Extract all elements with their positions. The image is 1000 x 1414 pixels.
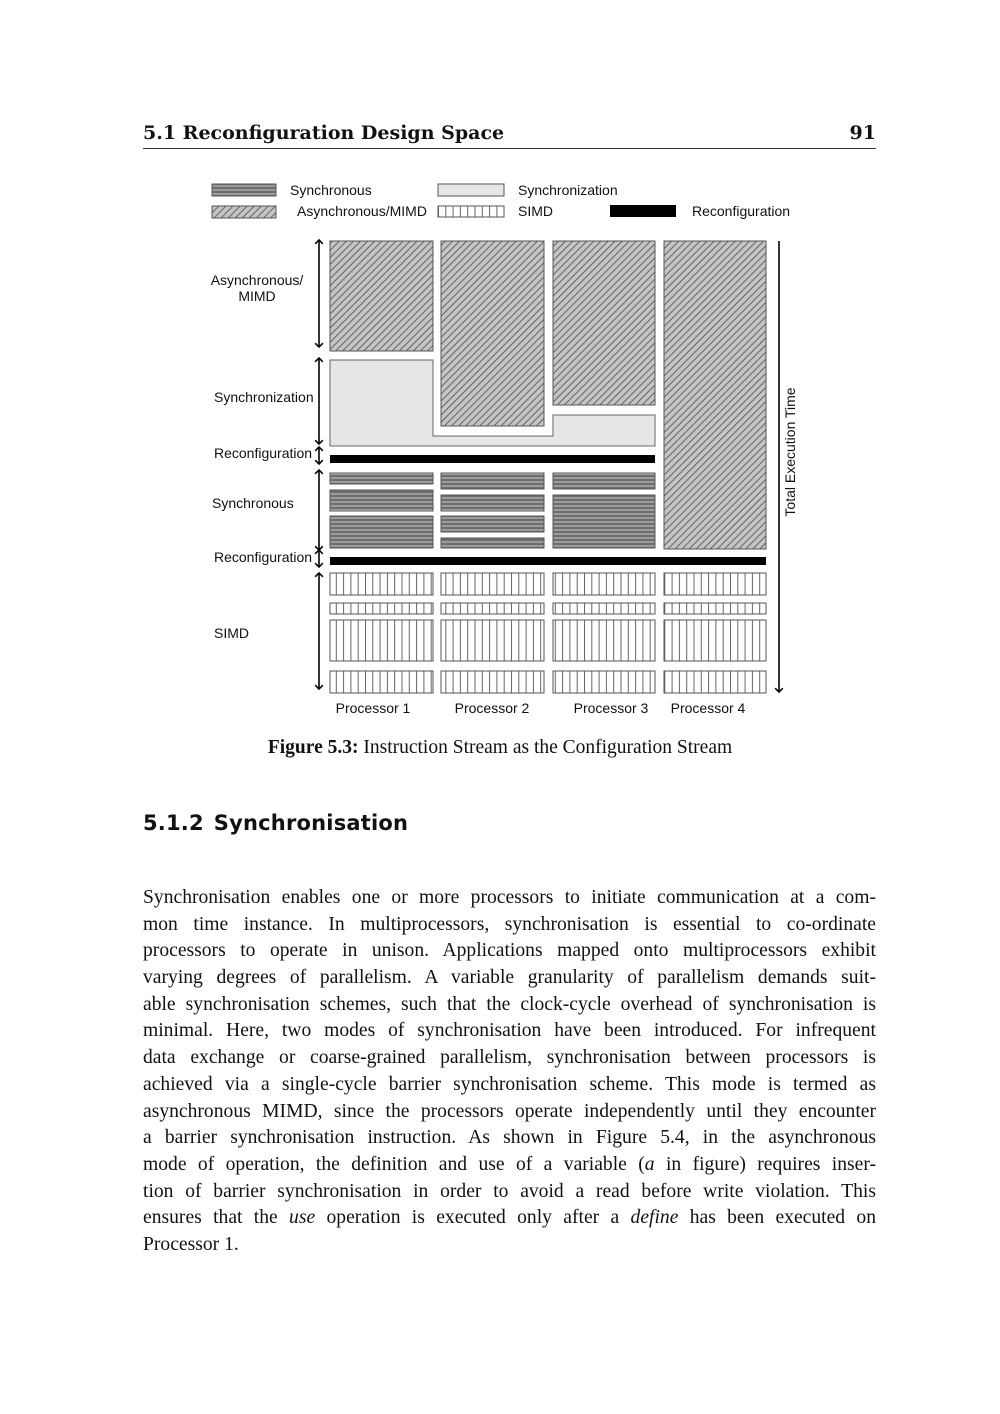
section-heading	[143, 811, 408, 835]
text-line: Processor 1.	[143, 1233, 239, 1255]
text-line: data exchange or coarse-grained parallelism, synchronisation between processors is	[143, 1047, 876, 1069]
text-line: a barrier synchronisation instruction. As shown in Figure 5.4, in the asynchronous	[143, 1127, 876, 1149]
text-line: able synchronisation schemes, such that the clock-cycle overhead of synchronisation is	[143, 993, 876, 1015]
p1-async-block	[330, 241, 433, 351]
processor-3-label: Processor 3	[573, 700, 649, 716]
text-line	[143, 1205, 876, 1232]
figure-caption	[0, 737, 1000, 759]
text-segment: operation is executed only after a	[315, 1207, 631, 1229]
label-simd: SIMD	[214, 625, 249, 641]
caption-label: Figure 5.3:	[267, 737, 359, 758]
text-line: processors to operate in unison. Applications mapped onto multiprocessors exhibit	[143, 940, 876, 962]
text-segment: in figure) requires inser-	[654, 1153, 876, 1175]
simd-blocks	[330, 573, 766, 693]
time-axis-label: Total Execution Time	[782, 387, 798, 517]
text-segment: ensures that the	[143, 1207, 290, 1229]
synchronous-blocks	[330, 473, 655, 548]
processor-1-label: Processor 1	[335, 700, 411, 716]
text-line	[143, 1152, 876, 1179]
emphasis-use: use	[289, 1207, 316, 1229]
legend-simd-swatch	[438, 206, 504, 217]
processor-2-label: Processor 2	[454, 700, 530, 716]
legend-async-swatch	[212, 206, 276, 218]
emphasis-define: define	[630, 1207, 679, 1229]
legend-synchronization-label: Synchronization	[518, 182, 618, 198]
text-line: asynchronous MIMD, since the processors operate independently until they encounter	[143, 1100, 876, 1122]
legend-synchronous-label: Synchronous	[290, 182, 372, 198]
processor-4-label: Processor 4	[670, 700, 746, 716]
caption-text: Instruction Stream as the Configuration Stream	[358, 737, 733, 758]
p2-async-block	[441, 241, 544, 426]
text-line: varying degrees of parallelism. A variable granularity of parallelism demands suit-	[143, 967, 876, 989]
label-synchronization: Synchronization	[214, 389, 314, 405]
running-head-title: 5.1 Reconfiguration Design Space	[143, 122, 505, 144]
variable-a: a	[644, 1153, 655, 1175]
p3-async-block	[553, 241, 655, 405]
section-number: 5.1.2	[143, 811, 204, 835]
label-synchronous: Synchronous	[212, 495, 294, 511]
reconfiguration-bar-1	[330, 455, 655, 463]
section-title: Synchronisation	[213, 811, 409, 835]
label-async-line2: MIMD	[238, 288, 276, 304]
label-async-line1: Asynchronous/	[210, 272, 304, 288]
legend-reconfiguration-label: Reconfiguration	[692, 203, 791, 219]
legend	[212, 182, 790, 219]
text-line: achieved via a single-cycle barrier synchronisation scheme. This mode is termed as	[143, 1073, 876, 1095]
body-paragraph	[143, 885, 876, 1259]
text-line: Synchronisation enables one or more processors to initiate communication at a com-	[143, 887, 876, 908]
text-segment: has been executed on	[678, 1207, 876, 1229]
phase-labels	[211, 272, 314, 641]
label-reconfiguration-1: Reconfiguration	[214, 445, 313, 461]
text-line: minimal. Here, two modes of synchronisation have been introduced. For infrequent	[143, 1020, 876, 1042]
processor-labels	[336, 700, 746, 716]
legend-synchronization-swatch	[438, 184, 504, 196]
text-segment: mode of operation, the definition and use of a variable (	[143, 1153, 645, 1175]
legend-reconfiguration-swatch	[610, 205, 676, 217]
text-line: tion of barrier synchronisation in order to avoid a read before write violation. This	[143, 1180, 876, 1202]
label-reconfiguration-2: Reconfiguration	[214, 549, 313, 565]
text-line: mon time instance. In multiprocessors, synchronisation is essential to co-ordinate	[143, 913, 876, 935]
legend-synchronous-swatch	[212, 184, 276, 196]
legend-simd-label: SIMD	[518, 203, 553, 219]
p4-async-block	[664, 241, 766, 549]
page-number: 91	[849, 122, 876, 144]
reconfiguration-bar-2	[330, 557, 766, 565]
legend-async-label: Asynchronous/MIMD	[297, 203, 427, 219]
